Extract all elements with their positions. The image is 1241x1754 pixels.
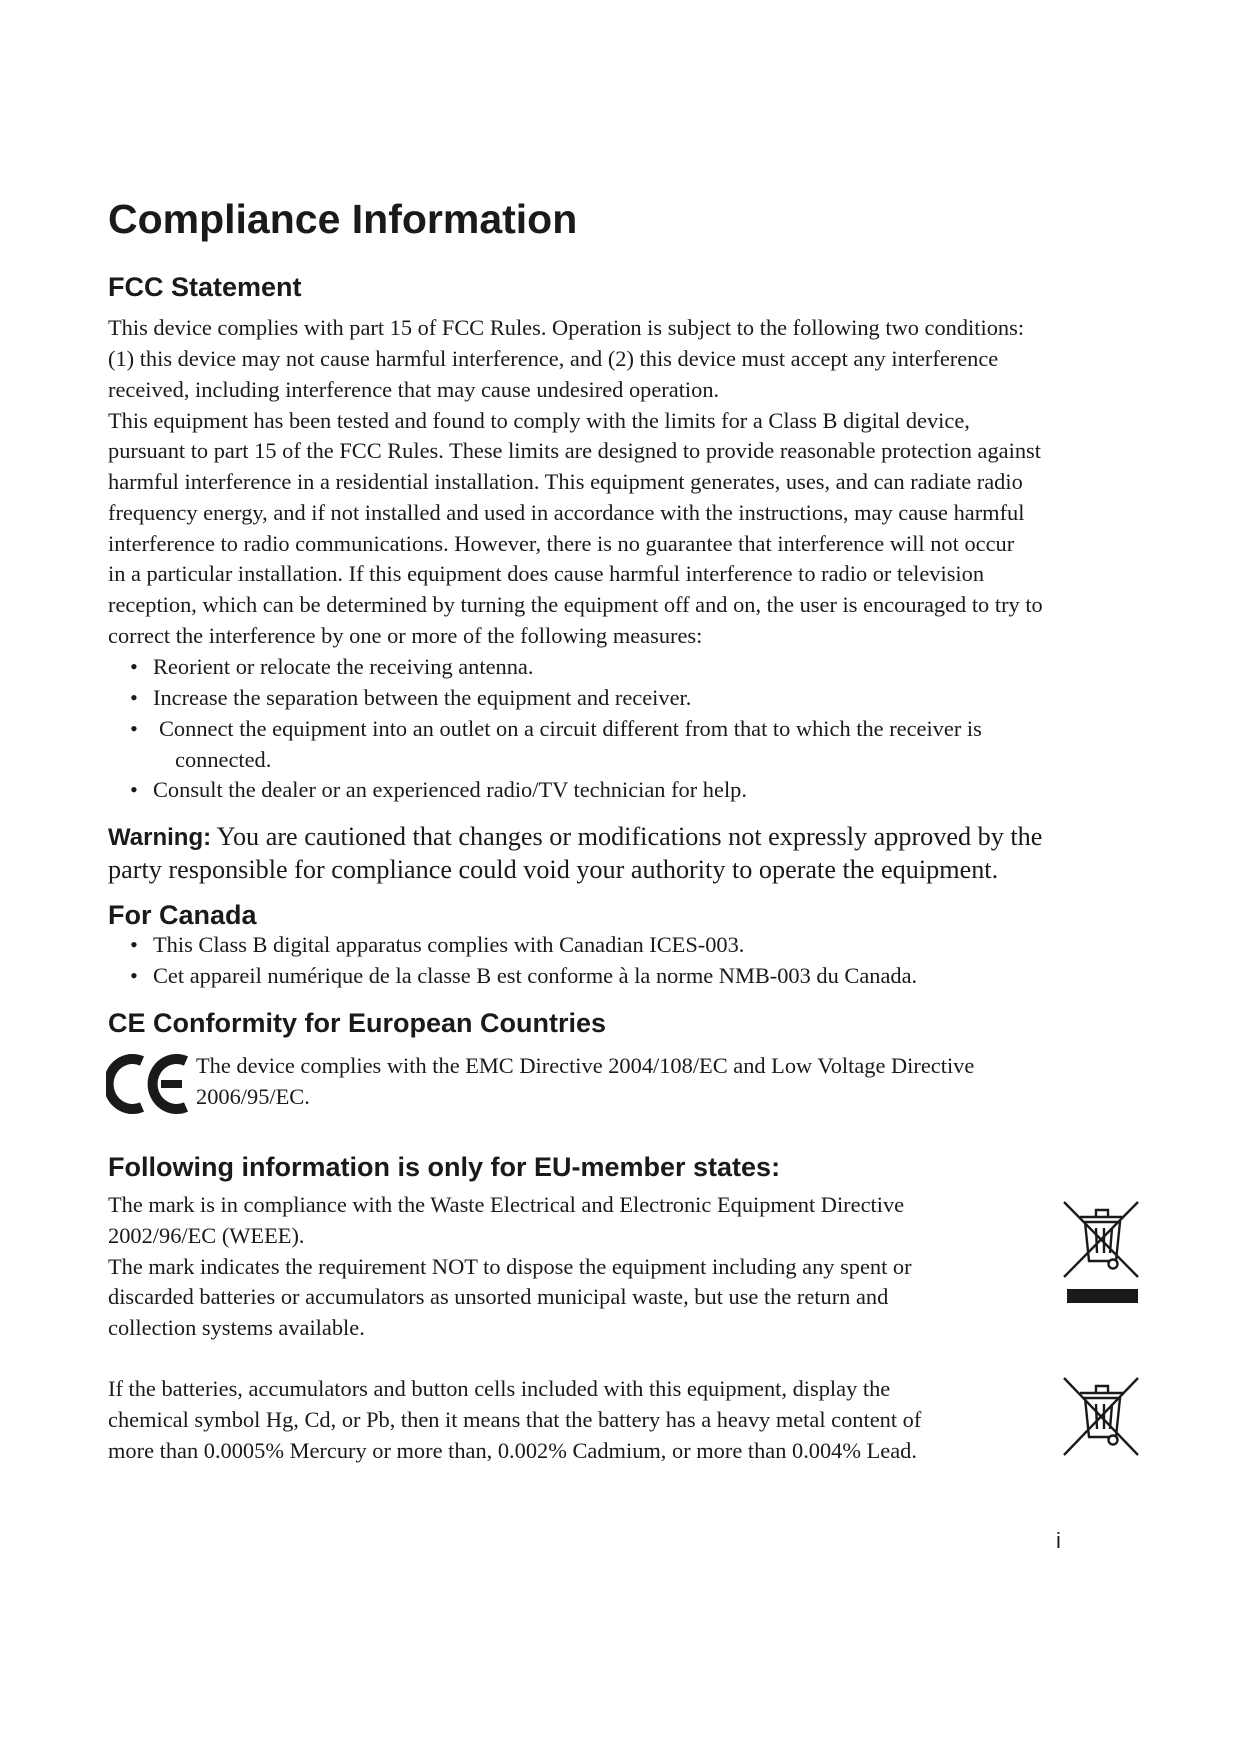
eu-weee-paragraph (108, 1190, 912, 1344)
text-line: interference to radio communications. However, there is no guarantee that interference will not occur (108, 530, 1015, 556)
ce-paragraph (196, 1051, 974, 1113)
bullet-dot-icon: • (130, 777, 138, 802)
text-line: chemical symbol Hg, Cd, or Pb, then it means that the battery has a heavy metal content of (108, 1406, 922, 1432)
text-line: The device complies with the EMC Directive 2004/108/EC and Low Voltage Directive (196, 1053, 975, 1078)
text-line: 2006/95/EC. (196, 1083, 310, 1109)
warning-label: Warning: (108, 824, 212, 851)
warning-note (108, 820, 1042, 886)
text-line: (1) this device may not cause harmful interference, and (2) this device must accept any interference (108, 345, 999, 371)
weee-bin-with-bar-icon (1058, 1195, 1148, 1307)
bullet-dot-icon: • (130, 685, 138, 710)
text-line: This equipment has been tested and found to comply with the limits for a Class B digital device, (108, 407, 970, 433)
bullet-dot-icon: • (130, 654, 138, 679)
list-item: Connect the equipment into an outlet on a circuit different from that to which the receiver is (159, 716, 982, 741)
ce-mark-icon (106, 1051, 190, 1117)
list-item: Increase the separation between the equipment and receiver. (153, 685, 692, 710)
list-item-continuation: connected. (175, 747, 272, 772)
bullet-dot-icon: • (130, 932, 138, 957)
text-line: collection systems available. (108, 1315, 365, 1341)
warning-text-line-2: party responsible for compliance could void your authority to operate the equipment. (108, 855, 999, 884)
page-title: Compliance Information (108, 196, 578, 242)
eu-battery-paragraph (108, 1374, 921, 1466)
list-item: Consult the dealer or an experienced radio/TV technician for help. (153, 777, 747, 802)
bullet-dot-icon: • (130, 716, 138, 741)
canada-heading: For Canada (108, 900, 257, 930)
text-line: harmful interference in a residential installation. This equipment generates, uses, and can radiate radio (108, 469, 1023, 495)
text-line: more than 0.0005% Mercury or more than, 0.002% Cadmium, or more than 0.004% Lead. (108, 1437, 917, 1463)
text-line: reception, which can be determined by turning the equipment off and on, the user is encouraged to try to (108, 592, 1043, 618)
text-line: This device complies with part 15 of FCC Rules. Operation is subject to the following two conditions: (108, 315, 1025, 340)
page-number: i (1056, 1528, 1061, 1553)
eu-heading: Following information is only for EU-member states: (108, 1152, 781, 1182)
text-line: The mark indicates the requirement NOT to dispose the equipment including any spent or (108, 1253, 912, 1279)
text-line: If the batteries, accumulators and button cells included with this equipment, display the (108, 1376, 891, 1401)
warning-text-line-1: You are cautioned that changes or modifications not expressly approved by the (216, 822, 1043, 851)
list-item: This Class B digital apparatus complies with Canadian ICES-003. (153, 932, 745, 957)
ce-heading: CE Conformity for European Countries (108, 1008, 607, 1038)
fcc-paragraph-2 (108, 406, 1043, 652)
text-line: 2002/96/EC (WEEE). (108, 1222, 305, 1248)
fcc-heading: FCC Statement (108, 272, 302, 302)
text-line: The mark is in compliance with the Waste Electrical and Electronic Equipment Directive (108, 1192, 905, 1217)
bullet-dot-icon: • (130, 963, 138, 988)
text-line: received, including interference that may cause undesired operation. (108, 376, 720, 402)
list-item: Reorient or relocate the receiving antenna. (153, 654, 534, 679)
text-line: frequency energy, and if not installed and used in accordance with the instructions, may cause harmful (108, 499, 1025, 525)
text-line: discarded batteries or accumulators as unsorted municipal waste, but use the return and (108, 1284, 889, 1310)
weee-bin-icon (1058, 1373, 1148, 1461)
list-item: Cet appareil numérique de la classe B est conforme à la norme NMB-003 du Canada. (153, 963, 918, 988)
text-line: in a particular installation. If this equipment does cause harmful interference to radio or television (108, 561, 985, 587)
text-line: correct the interference by one or more of the following measures: (108, 623, 703, 649)
fcc-paragraph-1 (108, 313, 1024, 405)
text-line: pursuant to part 15 of the FCC Rules. These limits are designed to provide reasonable protection against (108, 438, 1041, 464)
